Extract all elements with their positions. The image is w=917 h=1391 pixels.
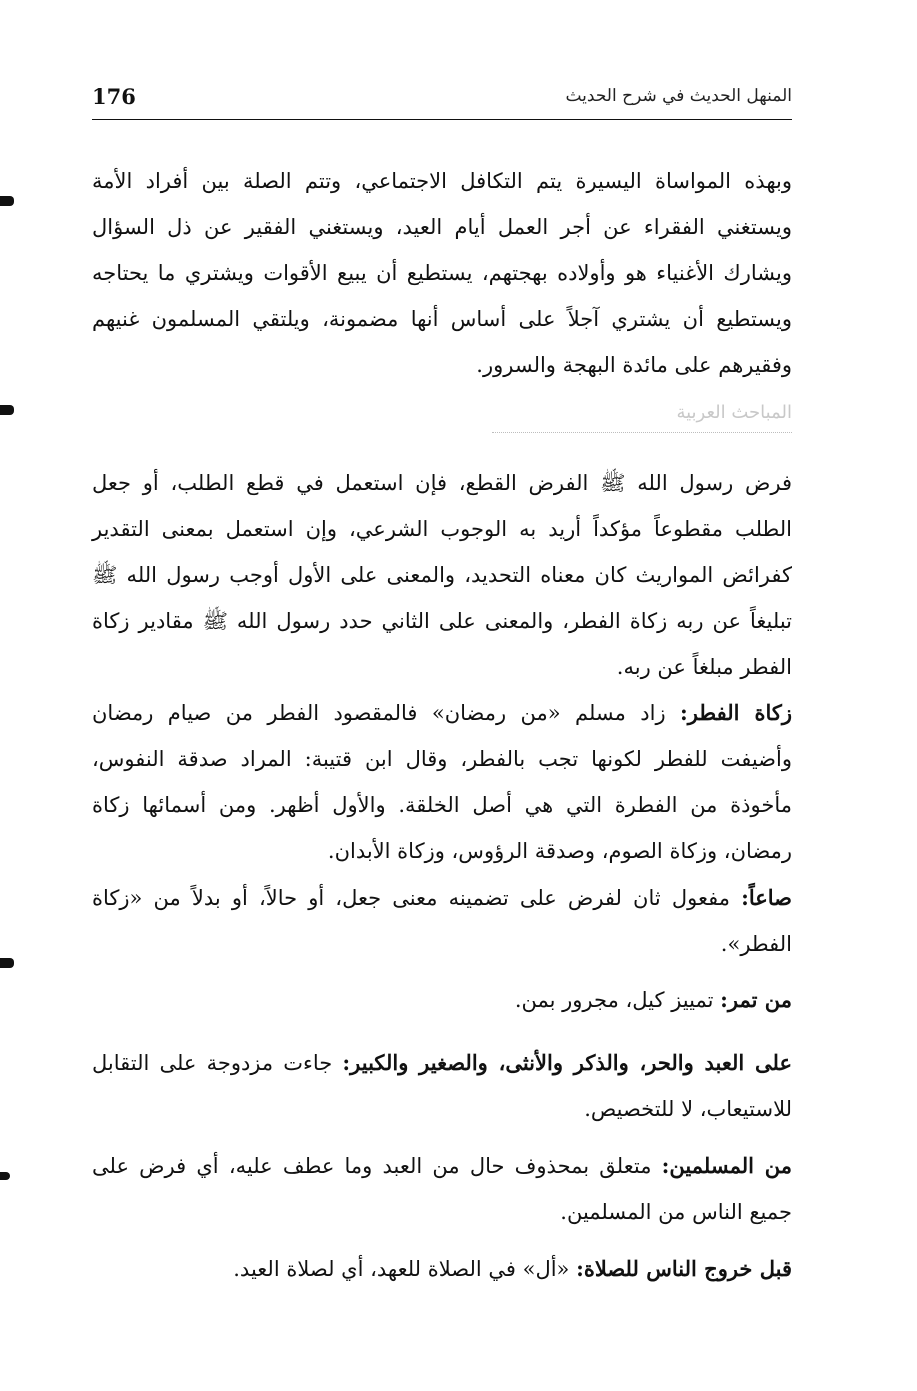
- definition-before-prayer: «أل» في الصلاة للعهد، أي لصلاة العيد.: [233, 1257, 577, 1281]
- paragraph-conclusion: وبهذه المواساة اليسيرة يتم التكافل الاجتماعي، وتتم الصلة بين أفراد الأمة ويستغني الفقراء عن أجر العمل أيام العيد، ويستغني الفقير عن ذل السؤال ويشارك الأغنياء هو وأولاده بهجتهم، يستطيع أن يبيع الأقوات ويشتري ما يحتاجه ويستطيع أن يشتري آجلاً على أساس أنها مضمونة، ويلتقي المسلمون غنيهم وفقيرهم على مائدة البهجة والسرور.: [92, 169, 792, 377]
- term-saa: صاعاً:: [741, 885, 792, 910]
- binding-mark: [0, 1172, 10, 1180]
- binding-mark: [0, 405, 14, 415]
- paragraph-muslimeen: [92, 1143, 792, 1235]
- page-header: [92, 84, 792, 120]
- paragraph-saa: [92, 875, 792, 967]
- paragraph-min-tamr: [92, 977, 792, 1023]
- definition-zakat-al-fitr: زاد مسلم «من رمضان» فالمقصود الفطر من صيام رمضان وأضيفت للفطر لكونها تجب بالفطر، وقال ابن قتيبة: المراد صدقة النفوس، مأخوذة من الفطرة التي هي أصل الخلقة. والأول أظهر. ومن أسمائها زكاة رمضان، وزكاة الصوم، وصدقة الرؤوس، وزكاة الأبدان.: [92, 701, 792, 863]
- term-slaves-free: على العبد والحر، والذكر والأنثى، والصغير والكبير:: [342, 1050, 793, 1075]
- definition-muslimeen: متعلق بمحذوف حال من العبد وما عطف عليه، أي فرض على جميع الناس من المسلمين.: [92, 1154, 792, 1224]
- definition-min-tamr: تمييز كيل، مجرور بمن.: [514, 988, 721, 1012]
- definition-slaves-free: جاءت مزدوجة على التقابل للاستيعاب، لا للتخصيص.: [92, 1051, 792, 1121]
- term-before-prayer: قبل خروج الناس للصلاة:: [576, 1256, 792, 1281]
- running-title: المنهل الحديث في شرح الحديث: [565, 86, 792, 106]
- term-zakat-al-fitr: زكاة الفطر:: [680, 700, 792, 725]
- term-muslimeen: من المسلمين:: [661, 1153, 792, 1178]
- term-min-tamr: من تمر:: [720, 987, 792, 1012]
- header-rule: [92, 119, 792, 120]
- paragraph-slaves-free: [92, 1040, 792, 1132]
- binding-mark: [0, 196, 14, 206]
- paragraph-zakat-al-fitr: [92, 690, 792, 874]
- section-heading: المباحث العربية: [676, 402, 792, 423]
- paragraph-before-prayer: [92, 1246, 792, 1292]
- section-heading-rule: [492, 432, 792, 433]
- page-number: 176: [92, 84, 136, 109]
- binding-mark: [0, 958, 14, 968]
- definition-saa: مفعول ثان لفرض على تضمينه معنى جعل، أو حالاً، أو بدلاً من «زكاة الفطر».: [92, 886, 792, 956]
- paragraph-fard-explanation: فرض رسول الله ﷺ الفرض القطع، فإن استعمل في قطع الطلب، أو جعل الطلب مقطوعاً مؤكداً أريد به الوجوب الشرعي، وإن استعمل بمعنى التقدير كفرائض المواريث كان معناه التحديد، والمعنى على الأول أوجب رسول الله ﷺ تبليغاً عن ربه زكاة الفطر، والمعنى على الثاني حدد رسول الله ﷺ مقادير زكاة الفطر مبلغاً عن ربه.: [92, 471, 792, 679]
